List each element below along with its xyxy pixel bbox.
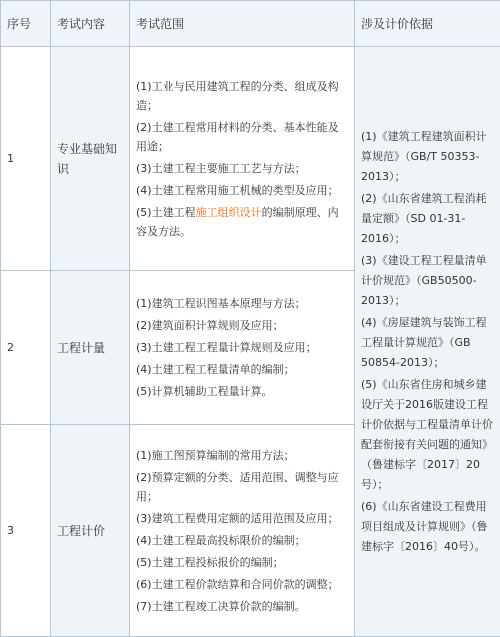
header-basis: 涉及计价依据 (355, 1, 500, 47)
range-item: (3)土建工程工程量计算规则及应用； (136, 338, 348, 357)
header-row (1, 1, 500, 47)
range-item: (4)土建工程工程量清单的编制； (136, 360, 348, 379)
highlight-link[interactable]: 施工组织设计 (196, 206, 262, 219)
range-item: (5)计算机辅助工程量计算。 (136, 382, 348, 401)
content-cell: 工程计价 (51, 425, 130, 637)
range-item: (3)建筑工程费用定额的适用范围及应用； (136, 509, 348, 528)
seq-cell: 3 (1, 425, 51, 637)
range-item: (3)土建工程主要施工工艺与方法； (136, 159, 348, 178)
basis-item: (2)《山东省建筑工程消耗量定额》（SD 01-31-2016）； (361, 189, 494, 249)
range-item: (7)土建工程竣工决算价款的编制。 (136, 597, 348, 616)
range-item: (6)土建工程价款结算和合同价款的调整； (136, 575, 348, 594)
range-item: (1)施工图预算编制的常用方法； (136, 446, 348, 465)
range-cell (130, 425, 355, 637)
range-item: (2)建筑面积计算规则及应用； (136, 316, 348, 335)
basis-item: (5)《山东省住房和城乡建设厅关于2016版建设工程计价依据与工程量清单计价配套衔接有关问题的通知》（鲁建标字〔2017〕20号）； (361, 375, 494, 495)
basis-item: (1)《建筑工程建筑面积计算规范》（GB/T 50353-2013）； (361, 127, 494, 187)
content-cell: 专业基础知识 (51, 47, 130, 271)
range-cell (130, 271, 355, 425)
basis-item: (4)《房屋建筑与装饰工程工程量计算规范》（GB 50854-2013）； (361, 313, 494, 373)
seq-cell: 2 (1, 271, 51, 425)
basis-cell (355, 47, 500, 637)
seq-cell: 1 (1, 47, 51, 271)
range-item (136, 203, 348, 241)
table-row (1, 47, 500, 271)
basis-item: (6)《山东省建设工程费用项目组成及计算规则》（鲁建标字〔2016〕40号）。 (361, 497, 494, 557)
range-item: (2)预算定额的分类、适用范围、调整与应用； (136, 468, 348, 506)
range-item: (2)土建工程常用材料的分类、基本性能及用途； (136, 118, 348, 156)
header-seq: 序号 (1, 1, 51, 47)
header-range: 考试范围 (130, 1, 355, 47)
range-item: (4)土建工程常用施工机械的类型及应用； (136, 181, 348, 200)
range-item: (4)土建工程最高投标限价的编制； (136, 531, 348, 550)
range-item: (5)土建工程投标报价的编制； (136, 553, 348, 572)
header-content: 考试内容 (51, 1, 130, 47)
content-cell: 工程计量 (51, 271, 130, 425)
basis-item: (3)《建设工程工程量清单计价规范》（GB50500-2013）； (361, 251, 494, 311)
range-item-suffix: 的编制原理、内容及方法。 (136, 206, 339, 238)
range-cell (130, 47, 355, 271)
range-item: (1)工业与民用建筑工程的分类、组成及构造； (136, 77, 348, 115)
range-item: (1)建筑工程识图基本原理与方法； (136, 294, 348, 313)
range-item-prefix: (5)土建工程 (136, 206, 196, 219)
